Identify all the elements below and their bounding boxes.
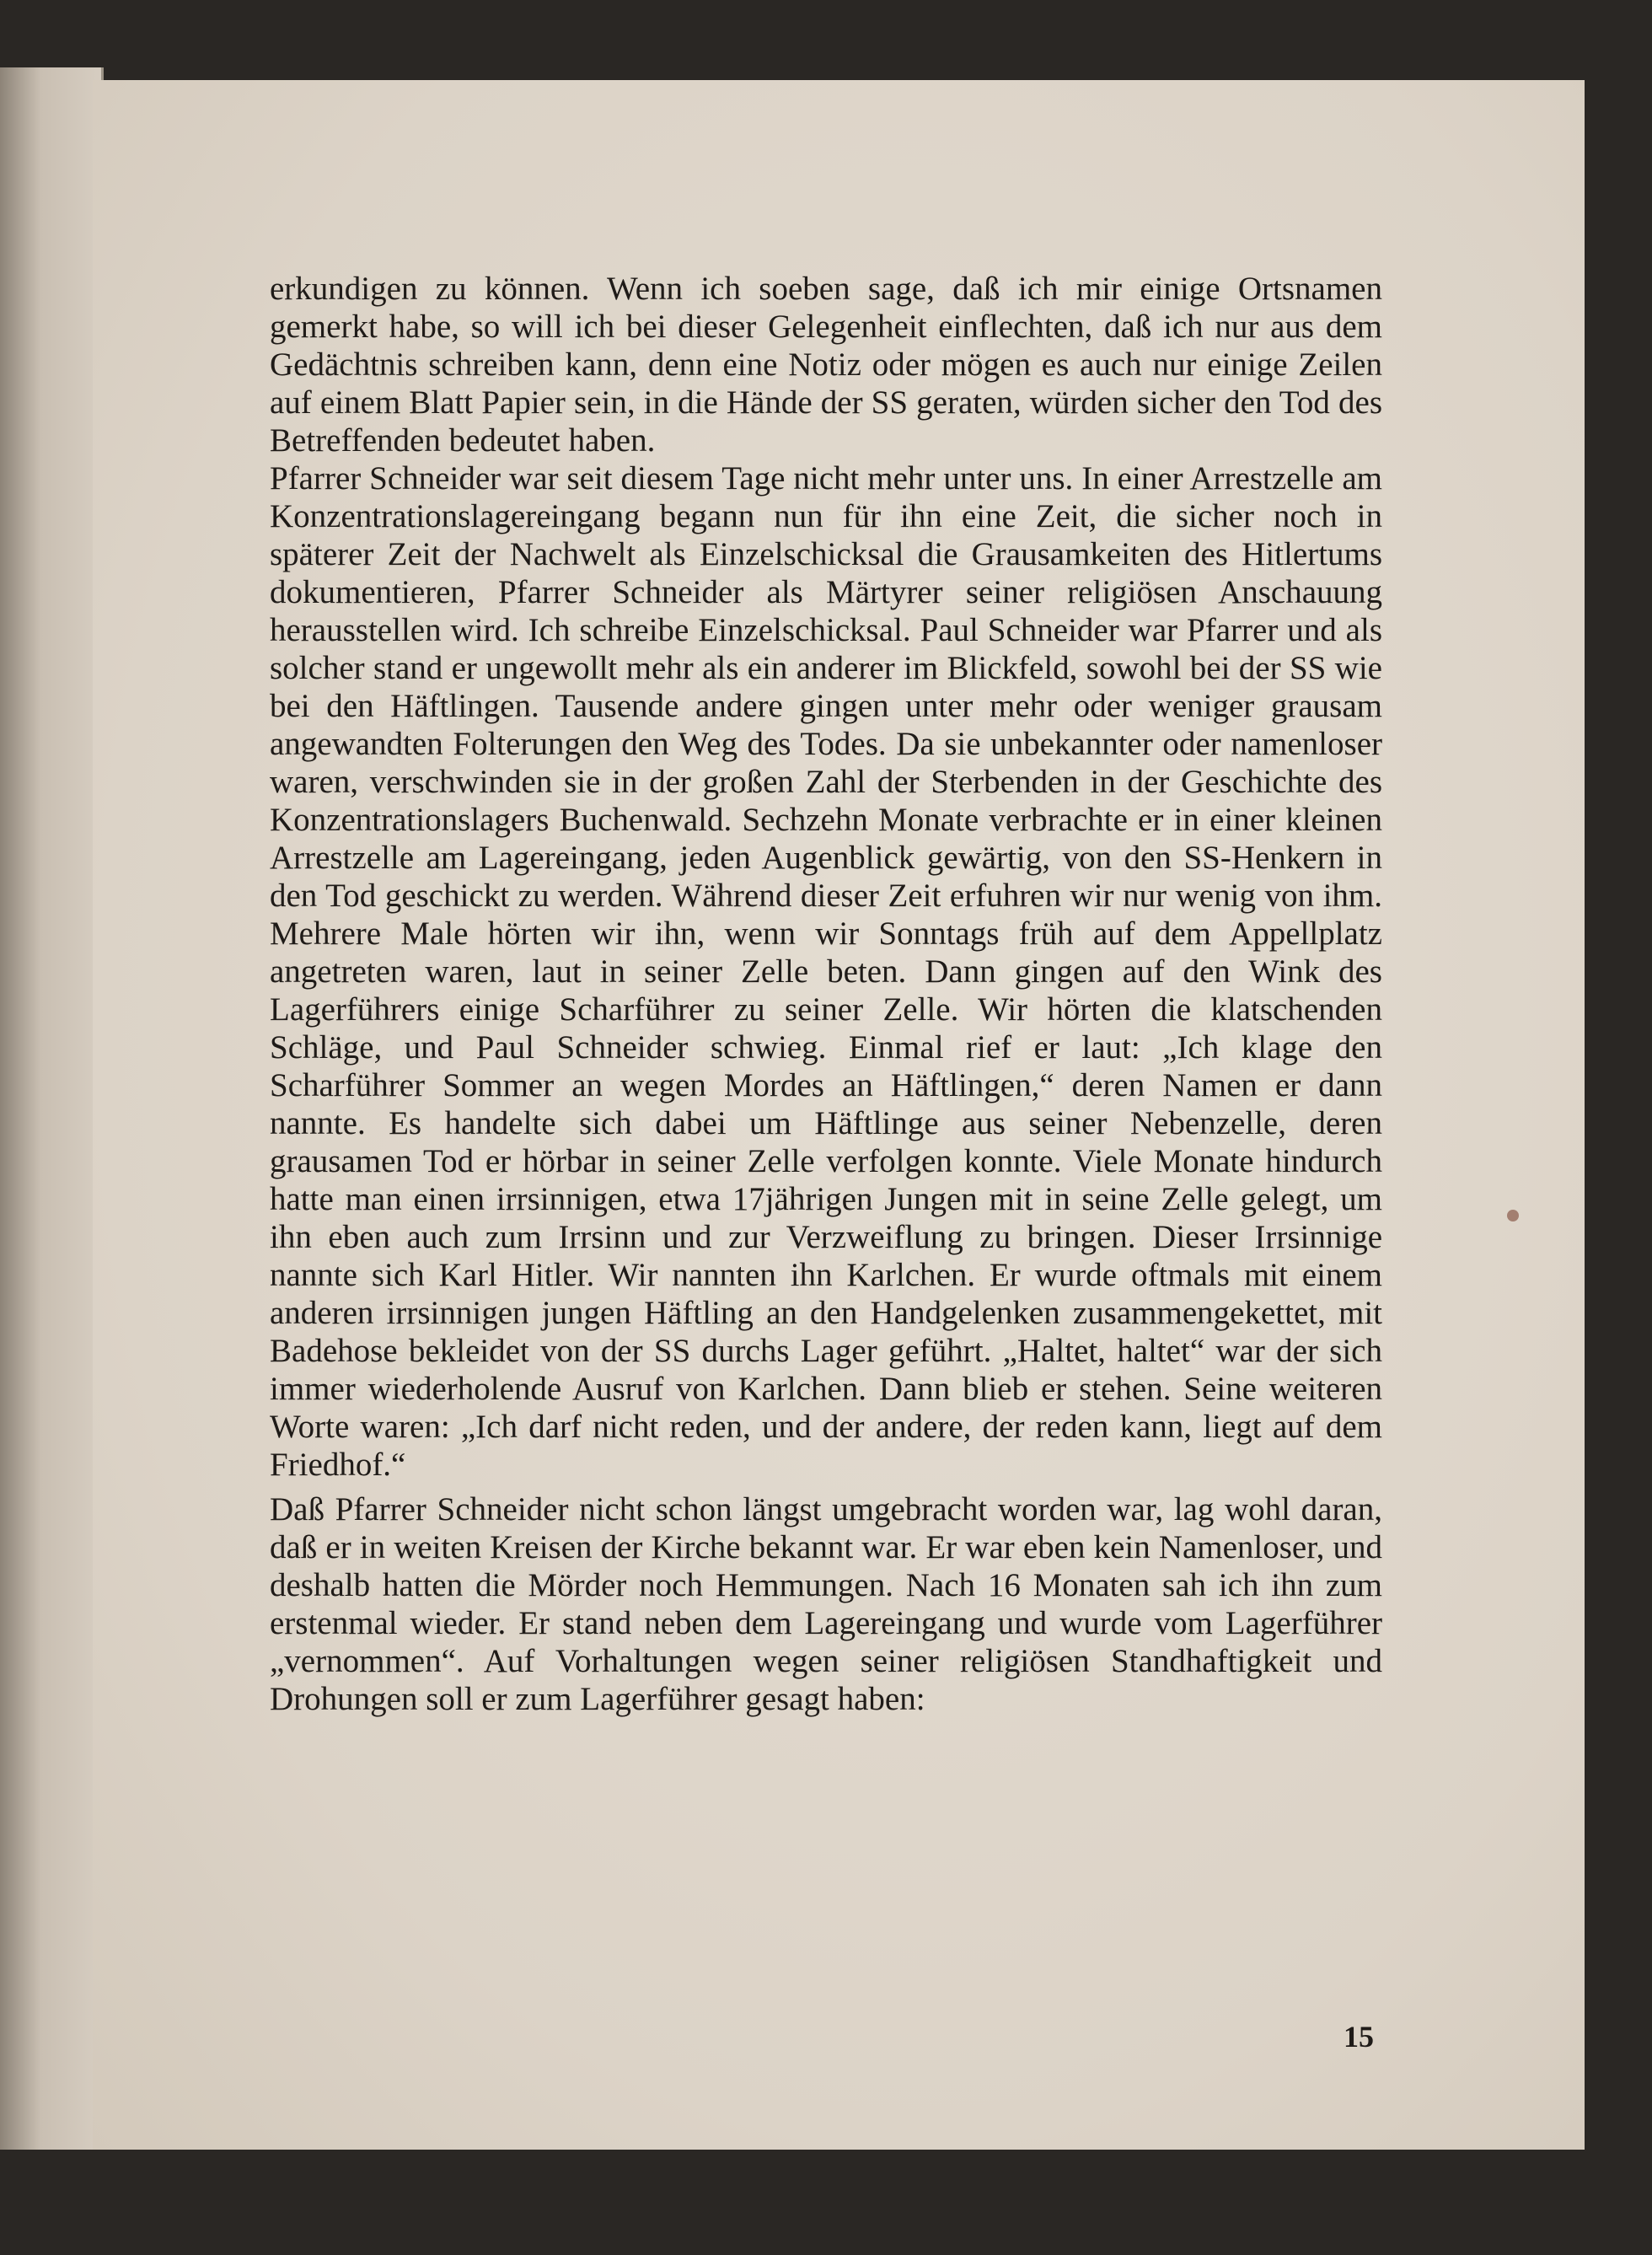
paragraph-3: Daß Pfarrer Schneider nicht schon längst umgebracht worden war, lag wohl daran, daß er in weiten Kreisen der Kirche bekannt war. Er war eben kein Namenloser, und deshalb hatten die Mörder noch Hemmungen. Nach 16 Monaten sah ich ihn zum erstenmal wieder. Er stand neben dem Lagereingang und wurde vom Lagerführer „vernommen“. Auf Vorhaltungen wegen seiner religiösen Standhaftigkeit und Drohungen soll er zum Lagerführer gesagt haben: [270,1491,1382,1717]
left-page-edge [0,67,104,2150]
margin-dot [1507,1210,1519,1221]
paragraph-2: Pfarrer Schneider war seit diesem Tage nicht mehr unter uns. In einer Arrestzelle am Konzentrationslagereingang begann nun für ihn eine Zeit, die sicher noch in späterer Zeit der Nachwelt als Einzelschicksal die Grausamkeiten des Hitlertums dokumentieren, Pfarrer Schneider als Märtyrer seiner religiösen Anschauung herausstellen wird. Ich schreibe Einzelschicksal. Paul Schneider war Pfarrer und als solcher stand er ungewollt mehr als ein anderer im Blickfeld, sowohl bei der SS wie bei den Häftlingen. Tausende andere gingen unter mehr oder weniger grausam angewandten Folterungen den Weg des Todes. Da sie unbekannter oder namenloser waren, verschwinden sie in der großen Zahl der Sterbenden in der Geschichte des Konzentrationslagers Buchenwald. Sechzehn Monate verbrachte er in einer kleinen Arrestzelle am Lagereingang, jeden Augenblick gewärtig, von den SS-Henkern in den Tod geschickt zu werden. Während dieser Zeit erfuhren wir nur wenig von ihm. Mehrere Male hörten wir ihn, wenn wir Sonntags früh auf dem Appellplatz angetreten waren, laut in seiner Zelle beten. Dann gingen auf den Wink des Lagerführers einige Scharführer zu seiner Zelle. Wir hörten die klatschenden Schläge, und Paul Schneider schwieg. Einmal rief er laut: „Ich klage den Scharführer Sommer an wegen Mordes an Häftlingen,“ deren Namen er dann nannte. Es handelte sich dabei um Häftlinge aus seiner Nebenzelle, deren grausamen Tod er hörbar in seiner Zelle verfolgen konnte. Viele Monate hindurch hatte man einen irrsinnigen, etwa 17jährigen Jungen mit in seine Zelle gelegt, um ihn eben auch zum Irrsinn und zur Verzweiflung zu bringen. Dieser Irrsinnige nannte sich Karl Hitler. Wir nannten ihn Karlchen. Er wurde oftmals mit einem anderen irrsinnigen jungen Häftling an den Handgelenken zusammengekettet, mit Badehose bekleidet von der SS durchs Lager geführt. „Haltet, haltet“ war der sich immer wiederholende Ausruf von Karlchen. Dann blieb er stehen. Seine weiteren Worte waren: „Ich darf nicht reden, und der andere, der reden kann, liegt auf dem Friedhof.“ [270,460,1382,1483]
page-number: 15 [1344,2020,1374,2054]
body-text [270,270,1382,1718]
paragraph-1: erkundigen zu können. Wenn ich soeben sage, daß ich mir einige Ortsnamen gemerkt habe, so will ich bei dieser Gelegenheit einflechten, daß ich nur aus dem Gedächtnis schreiben kann, denn eine Notiz oder mögen es auch nur einige Zeilen auf einem Blatt Papier sein, in die Hände der SS geraten, würden sicher den Tod des Betreffenden bedeutet haben. [270,271,1382,459]
